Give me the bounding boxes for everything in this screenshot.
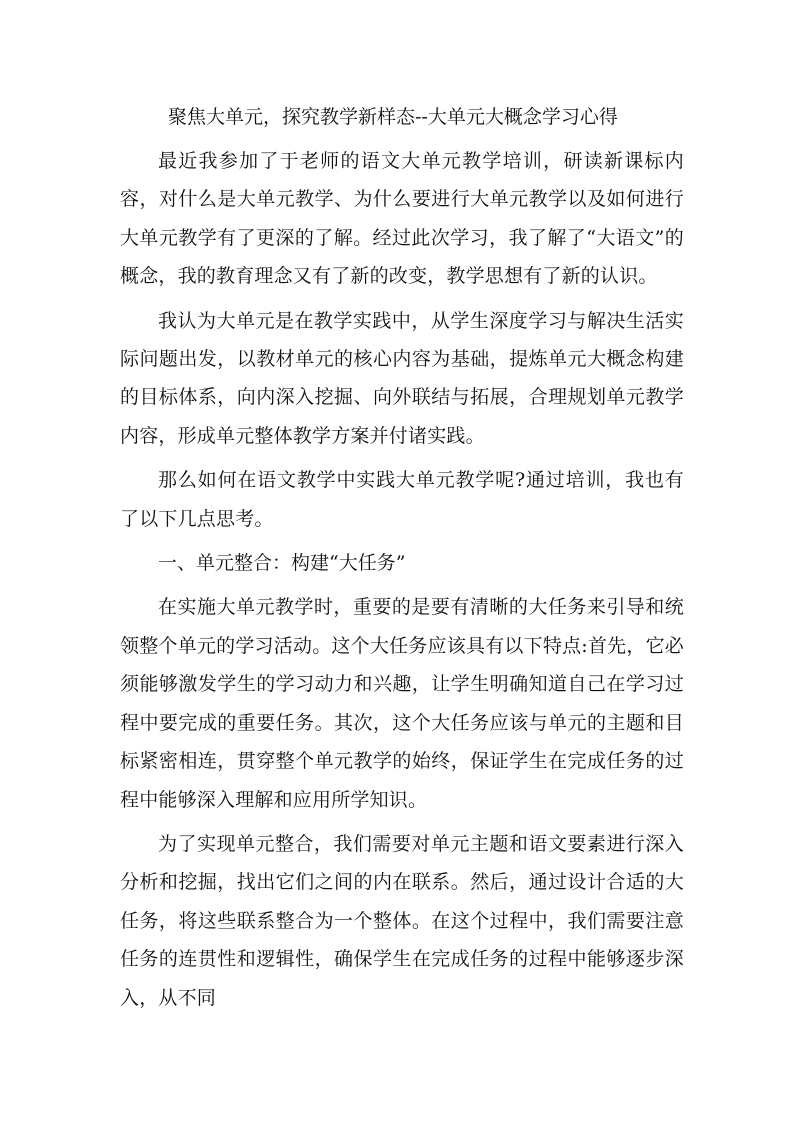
section-heading-1: 一、单元整合：构建“大任务” bbox=[158, 552, 406, 575]
paragraph-integration: 为了实现单元整合，我们需要对单元主题和语文要素进行深入分析和挖掘，找出它们之间的内在联系。然后，通过设计合适的大任务，将这些联系整合为一个整体。在这个过程中，我们需要注意任务的连贯性和逻辑性，确保学生在完成任务的过程中能够逐步深入，从不同 bbox=[120, 832, 684, 1009]
document-page bbox=[120, 98, 684, 1023]
paragraph-task: 在实施大单元教学时，重要的是要有清晰的大任务来引导和统领整个单元的学习活动。这个大任务应该具有以下特点:首先，它必须能够激发学生的学习动力和兴趣，让学生明确知道自己在学习过程中要完成的重要任务。其次，这个大任务应该与单元的主题和目标紧密相连，贯穿整个单元教学的始终，保证学生在完成任务的过程中能够深入理解和应用所学知识。 bbox=[120, 596, 684, 811]
document-title: 聚焦大单元，探究教学新样态--大单元大概念学习心得 bbox=[168, 106, 618, 128]
paragraph-intro: 最近我参加了于老师的语文大单元教学培训，研读新课标内容，对什么是大单元教学、为什么要进行大单元教学以及如何进行大单元教学有了更深的了解。经过此次学习，我了解了“大语文”的概念，我的教育理念又有了新的改变，教学思想有了新的认识。 bbox=[120, 150, 684, 288]
paragraph-definition: 我认为大单元是在教学实践中，从学生深度学习与解决生活实际问题出发，以教材单元的核心内容为基础，提炼单元大概念构建的目标体系，向内深入挖掘、向外联结与拓展，合理规划单元教学内容，形成单元整体教学方案并付诸实践。 bbox=[120, 309, 684, 447]
paragraph-question: 那么如何在语文教学中实践大单元教学呢?通过培训，我也有了以下几点思考。 bbox=[120, 469, 684, 530]
